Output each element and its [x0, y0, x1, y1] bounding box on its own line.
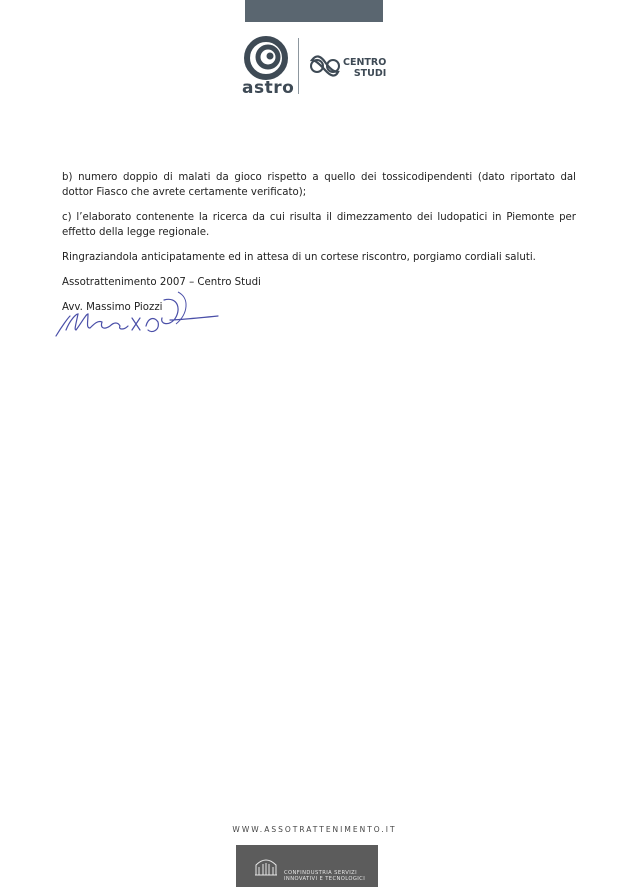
logo	[238, 34, 398, 100]
footer-affiliation-line1: CONFINDUSTRIA SERVIZI	[284, 870, 358, 876]
footer-website: WWW.ASSOTRATTENIMENTO.IT	[232, 825, 397, 834]
footer-affiliation-line2: INNOVATIVI E TECNOLOGICI	[284, 876, 366, 882]
confindustria-emblem-icon	[254, 855, 278, 877]
logo-centro-studi-text	[343, 57, 386, 79]
logo-centro-line2: STUDI	[353, 68, 387, 79]
logo-centro-line1: CENTRO	[343, 57, 387, 68]
header-bar	[245, 0, 383, 22]
logo-divider	[298, 38, 299, 94]
handwritten-signature	[48, 290, 228, 350]
signer-name: Avv. Massimo Piozzi	[62, 302, 163, 313]
centro-studi-icon	[308, 52, 342, 80]
closing-thanks: Ringraziandola anticipatamente ed in attesa di un cortese riscontro, porgiamo cordiali saluti.	[62, 252, 536, 263]
astro-swirl-icon	[244, 36, 288, 80]
footer-affiliation-badge	[236, 845, 378, 887]
logo-astro-text: astro	[242, 78, 295, 98]
paragraph-c: c) l’elaborato contenente la ricerca da cui risulta il dimezzamento dei ludopatici in Piemonte per effetto della legge regionale.	[62, 212, 576, 238]
paragraph-b: b) numero doppio di malati da gioco rispetto a quello dei tossicodipendenti (dato riportato dal dottor Fiasco che avrete certamente verificato);	[62, 172, 576, 198]
organization-line: Assotrattenimento 2007 – Centro Studi	[62, 277, 261, 288]
footer-affiliation-text	[284, 870, 365, 882]
